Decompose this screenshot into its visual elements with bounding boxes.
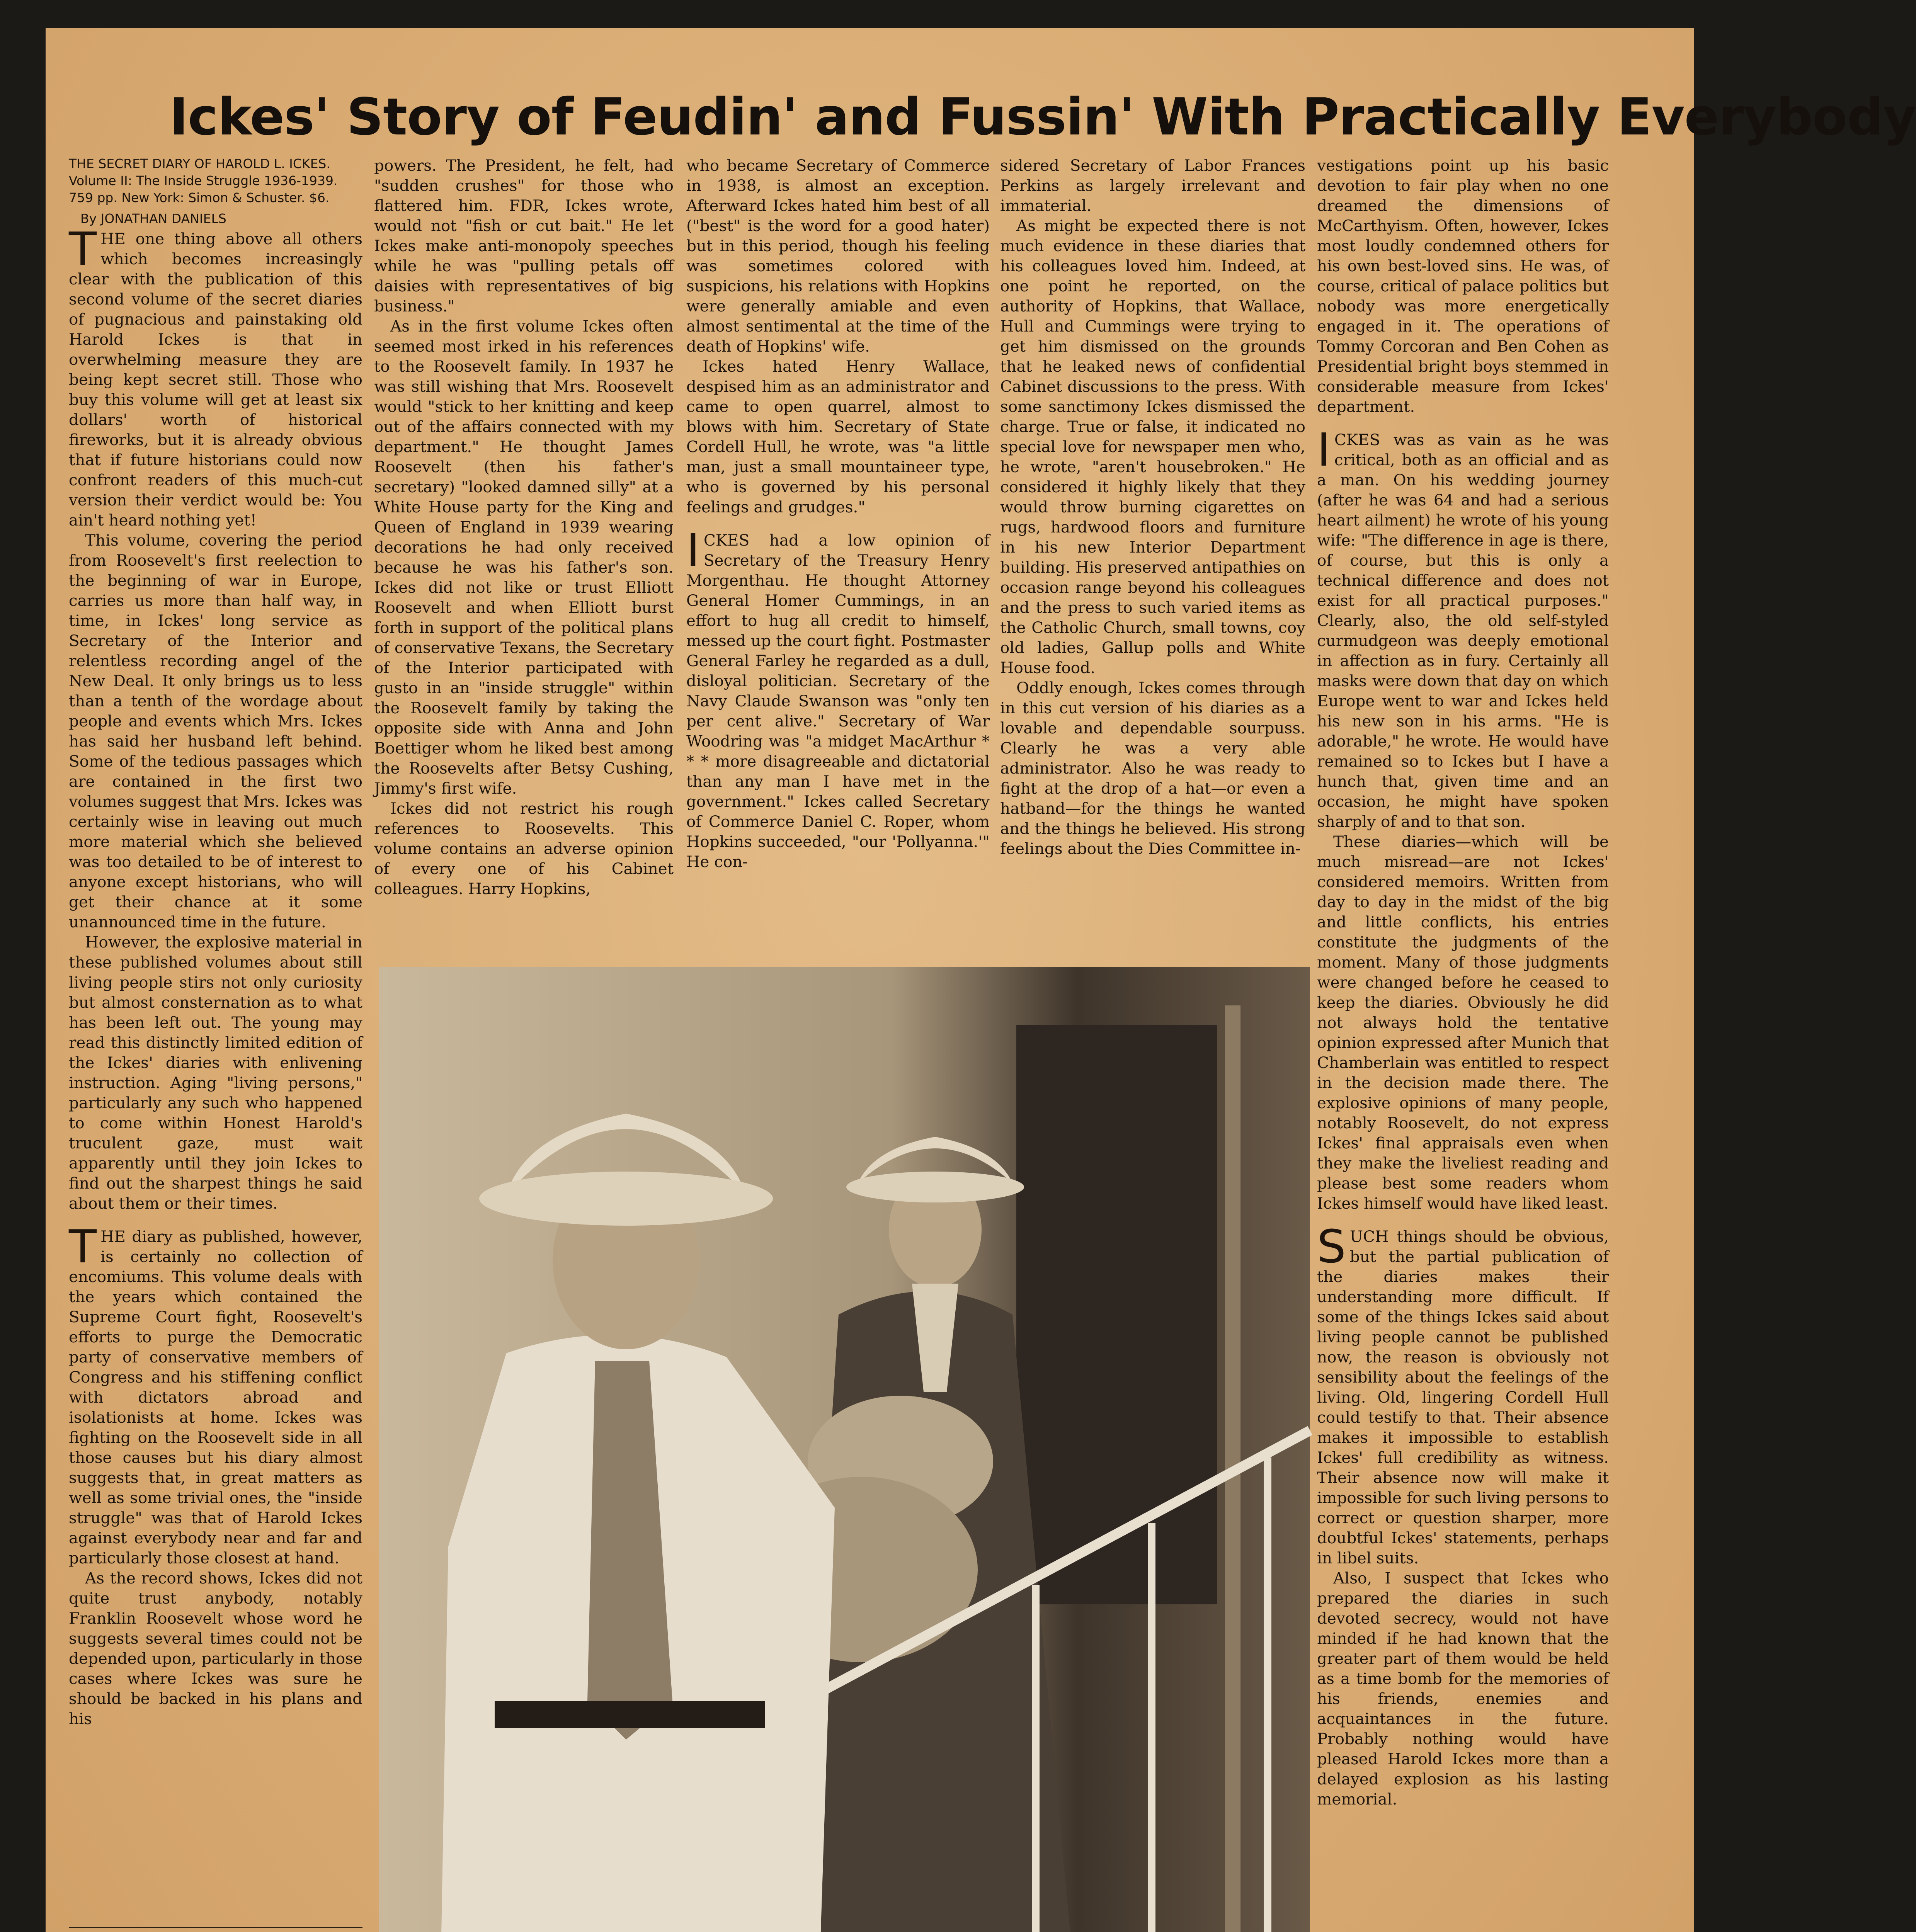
paragraph-text: HE diary as published, however, is certainly no collection of encomiums. This volume deals with the years which contained the Supreme Court fight, Roosevelt's efforts to purge the Democratic party of conservative members of Congress and his stiffening conflict with dictators abroad and isolationists at home. Ickes was fighting on the Roosevelt side in all those causes but his diary almost suggests that, in great matters as well as some trivial ones, the "inside struggle" was that of Harold Ickes against everybody near and far and particularly those closest at hand.: [69, 1227, 362, 1567]
paragraph: [1317, 423, 1609, 832]
book-info: THE SECRET DIARY OF HAROLD L. ICKES. Volume II: The Inside Struggle 1936-1939. 759 pp. New York: Simon & Schuster. $6.: [69, 156, 338, 205]
paragraph: [686, 524, 990, 872]
headline: Ickes' Story of Feudin' and Fussin' With Practically Everybody: [169, 87, 1916, 147]
paragraph: Also, I suspect that Ickes who prepared the diaries in such devoted secrecy, would not have minded if he had known that the greater part of them would be held as a time bomb for the memories of his friends, enemies and acquaintances in the future. Probably nothing would have pleased Harold Ickes more than a delayed explosion as his lasting memorial.: [1317, 1569, 1609, 1808]
byline: By JONATHAN DANIELS: [80, 211, 226, 226]
paragraph: sidered Secretary of Labor Frances Perkins as largely irrelevant and immaterial.: [1000, 156, 1305, 215]
drop-cap: S: [1317, 1220, 1346, 1273]
column-1: [69, 155, 362, 1729]
drop-cap: I: [1317, 423, 1331, 476]
paragraph: As might be expected there is not much evidence in these diaries that his colleagues loved him. Indeed, at one point he reported, on the authority of Hopkins, that Wallace, Hull and Cummings were trying to get him dismissed on the grounds that he leaked news of confidential Cabinet discussions to the press. With some sanctimony Ickes dismissed the charge. True or false, it indicated no special love for newspaper men who, he wrote, "aren't housebroken." He considered it highly likely that they would throw burning cigarettes on rugs, hardwood floors and furniture in his new Interior Department building. His preserved antipathies on occasion range beyond his colleagues and the press to such varied items as the Catholic Church, small towns, coy old ladies, Gallup polls and White House food.: [1000, 216, 1305, 677]
paragraph: These diaries—which will be much misread—are not Ickes' considered memoirs. Written from day to day in the midst of the big and little conflicts, his entries constitute the judgments of the moment. Many of those judgments were changed before he ceased to keep the diaries. Obviously he did not always hold the tentative opinion expressed after Munich that Chamberlain was entitled to respect in the decision made there. The explosive opinions of many people, notably Roosevelt, do not express Ickes' final appraisals even when they make the liveliest reading and please best some readers whom Ickes himself would have liked least.: [1317, 832, 1609, 1213]
paragraph: Ickes hated Henry Wallace, despised him as an administrator and came to open quarrel, almost to blows with him. Secretary of State Cordell Hull, he wrote, was "a little man, just a small mountaineer type, who is governed by his personal feelings and grudges.": [686, 357, 990, 516]
paragraph: [69, 1220, 362, 1568]
newspaper-page: [46, 28, 1916, 1932]
paragraph-text: HE one thing above all others which becomes increasingly clear with the publication of this second volume of the secret diaries of pugnacious and painstaking old Harold Ickes is that in overwhelming measure they are being kept secret still. Those who buy this volume will get at least six dollars' worth of historical fireworks, but it is already obvious that if future historians could now confront readers of this much-cut version their verdict would be: You ain't heard nothing yet!: [69, 230, 362, 529]
news-photo: [379, 967, 1310, 1932]
photo-illustration: [379, 967, 1310, 1932]
paragraph: [69, 222, 362, 530]
paragraph: powers. The President, he felt, had "sudden crushes" for those who flattered him. FDR, Ickes wrote, would not "fish or cut bait." He let Ickes make anti-monopoly speeches while he was "pulling petals off daisies with representatives of big business.": [374, 156, 674, 315]
paragraph: This volume, covering the period from Roosevelt's first reelection to the beginning of war in Europe, carries us more than half way, in time, in Ickes' long service as Secretary of the Interior and relentless recording angel of the New Deal. It only brings us to less than a tenth of the wordage about people and events which Mrs. Ickes has said her husband left behind. Some of the tedious passages which are contained in the first two volumes suggest that Mrs. Ickes was certainly wise in leaving out much more material which she believed was too detailed to be of interest to anyone except historians, who will get their chance at it some unannounced time in the future.: [69, 531, 362, 931]
paragraph-text: CKES had a low opinion of Secretary of the Treasury Henry Morgenthau. He thought Attorney General Homer Cummings, in an effort to hug all credit to himself, messed up the court fight. Postmaster General Farley he regarded as a dull, disloyal politician. Secretary of the Navy Claude Swanson was "only ten per cent alive." Secretary of War Woodring was "a midget MacArthur * * * more disagreeable and dictatorial than any man I have met in the government." Ickes called Secretary of Commerce Daniel C. Roper, whom Hopkins succeeded, "our 'Pollyanna.'" He con-: [686, 531, 990, 871]
drop-cap: I: [686, 524, 700, 577]
paragraph-text: UCH things should be obvious, but the partial publication of the diaries makes their understanding more difficult. If some of the things Ickes said about living people cannot be published now, the reason is obviously not sensibility about the feelings of the living. Old, lingering Cordell Hull could testify to that. Their absence makes it impossible to establish Ickes' full credibility as witness. Their absence now will make it impossible for such living persons to correct or question sharper, more doubtful Ickes' statements, perhaps in libel suits.: [1317, 1227, 1609, 1567]
paragraph: However, the explosive material in these published volumes about still living people stirs not only curiosity but almost consternation as to what has been left out. The young may read this distinctly limited edition of the Ickes' diaries with enlivening instruction. Aging "living persons," particularly any such who happened to come within Honest Harold's truculent gaze, must wait apparently until they join Ickes to find out the sharpest things he said about them or their times.: [69, 933, 362, 1213]
paragraph: [1317, 1220, 1609, 1568]
paragraph: vestigations point up his basic devotion to fair play when no one dreamed the dimensions of McCarthyism. Often, however, Ickes most loudly condemned others for his own best-loved sins. He was, of course, critical of palace politics but nobody was more energetically engaged in it. The operations of Tommy Corcoran and Ben Cohen as Presidential bright boys stemmed in considerable measure from Ickes' department.: [1317, 156, 1609, 416]
paragraph: As the record shows, Ickes did not quite trust anybody, notably Franklin Roosevelt whose word he suggests several times could not be depended upon, particularly in those cases where Ickes was sure he should be backed in his plans and his: [69, 1569, 362, 1728]
drop-cap: T: [69, 1220, 97, 1273]
drop-cap: T: [69, 222, 97, 276]
paragraph: As in the first volume Ickes often seemed most irked in his references to the Roosevelt family. In 1937 he was still wishing that Mrs. Roosevelt would "stick to her knitting and keep out of the affairs connected with my department." He thought James Roosevelt (then his father's secretary) "looked damned silly" at a White House party for the King and Queen of England in 1939 wearing decorations he had only received because he was his father's son. Ickes did not like or trust Elliott Roosevelt and when Elliott burst forth in support of the political plans of conservative Texans, the Secretary of the Interior participated with gusto in an "inside struggle" within the Roosevelt family by taking the opposite side with Anna and John Boettiger whom he liked best among the Roosevelts after Betsy Cushing, Jimmy's first wife.: [374, 317, 674, 798]
column-4: [1000, 155, 1305, 859]
author-note: [69, 1927, 362, 1932]
paragraph-text: CKES was as vain as he was critical, both as an official and as a man. On his wedding journey (after he was 64 and had a serious heart ailment) he wrote of his young wife: "The difference in age is there, of course, but this is only a technical difference and does not exist for all practical purposes." Clearly, also, the old self-styled curmudgeon was deeply emotional in affection as in fury. Certainly all masks were down that day on which Europe went to war and Ickes held his new son in his arms. "He is adorable," he wrote. He would have remained so to Ickes but I have a hunch that, given time and an occasion, he might have spoken sharply of and to that son.: [1317, 430, 1609, 831]
column-2: [374, 155, 674, 899]
column-5: [1317, 155, 1609, 1809]
column-3: [686, 155, 990, 872]
paragraph: Ickes did not restrict his rough references to Roosevelts. This volume contains an adverse opinion of every one of his Cabinet colleagues. Harry Hopkins,: [374, 799, 674, 898]
paragraph: Oddly enough, Ickes comes through in this cut version of his diaries as a lovable and dependable sourpuss. Clearly he was a very able administrator. Also he was ready to fight at the drop of a hat—or even a hatband—for the things he wanted and the things he believed. His strong feelings about the Dies Committee in-: [1000, 679, 1305, 858]
paragraph: who became Secretary of Commerce in 1938, is almost an exception. Afterward Ickes hated him best of all ("best" is the word for a good hater) but in this period, though his feeling was sometimes colored with suspicions, his relations with Hopkins were generally amiable and even almost sentimental at the time of the death of Hopkins' wife.: [686, 156, 990, 355]
